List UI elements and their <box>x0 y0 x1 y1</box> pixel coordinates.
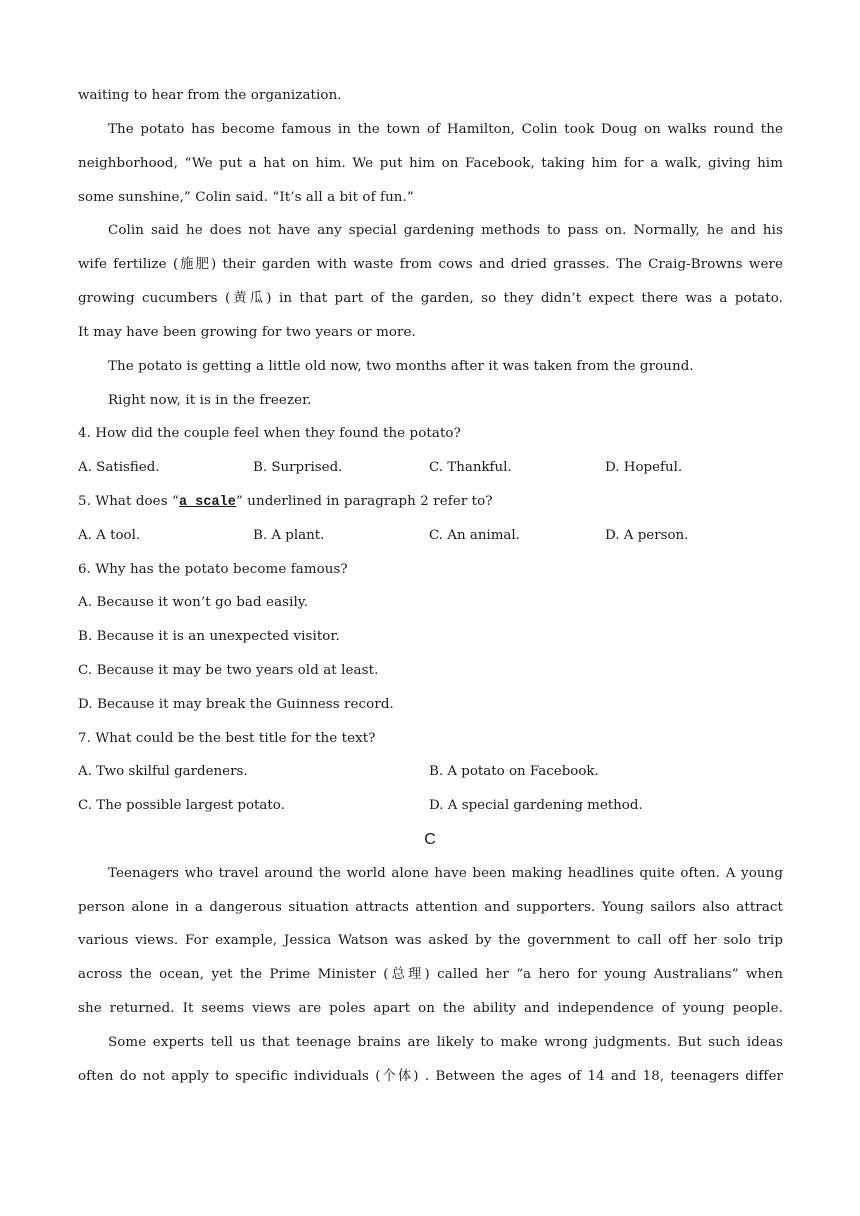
q5-stem-after: ” underlined in paragraph 2 refer to? <box>235 494 493 509</box>
q4-option-c: C. Thankful. <box>429 460 512 475</box>
passage-b-line-8: It may have been growing for two years or more. <box>78 325 416 340</box>
passage-c-line-6: Some experts tell us that teenage brains are likely to make wrong judgments. But such ideas <box>108 1035 783 1050</box>
question-5-stem <box>78 492 783 513</box>
passage-b-line-4: some sunshine,” Colin said. “It’s all a bit of fun.” <box>78 190 414 205</box>
question-4-stem: 4. How did the couple feel when they found the potato? <box>78 426 461 441</box>
q5-underlined-phrase: a scale <box>178 495 236 510</box>
passage-c-line-3: various views. For example, Jessica Watson was asked by the government to call off her solo trip <box>78 933 783 948</box>
passage-c-line-5: she returned. It seems views are poles apart on the ability and independence of young people. <box>78 1001 783 1016</box>
section-c-heading: C <box>424 831 436 848</box>
q6-option-d: D. Because it may break the Guinness record. <box>78 697 394 712</box>
q7-option-d: D. A special gardening method. <box>429 798 643 813</box>
passage-b-line-2: The potato has become famous in the town of Hamilton, Colin took Doug on walks round the <box>108 122 783 137</box>
q7-option-c: C. The possible largest potato. <box>78 798 285 813</box>
passage-b-line-1: waiting to hear from the organization. <box>78 88 342 103</box>
q5-option-c: C. An animal. <box>429 528 520 543</box>
q6-option-c: C. Because it may be two years old at least. <box>78 663 379 678</box>
q5-option-a: A. A tool. <box>78 528 141 543</box>
q4-option-a: A. Satisfied. <box>78 460 160 475</box>
q4-option-d: D. Hopeful. <box>605 460 683 475</box>
question-6-stem: 6. Why has the potato become famous? <box>78 562 348 577</box>
passage-c-line-4: across the ocean, yet the Prime Minister (总理) called her “a hero for young Australians” when <box>78 967 783 982</box>
passage-c-line-2: person alone in a dangerous situation attracts attention and supporters. Young sailors also attract <box>78 900 783 915</box>
passage-b-line-7: growing cucumbers (黄瓜) in that part of the garden, so they didn’t expect there was a potato. <box>78 291 783 306</box>
passage-b-line-5: Colin said he does not have any special gardening methods to pass on. Normally, he and his <box>108 223 783 238</box>
passage-c-line-7: often do not apply to specific individuals (个体) . Between the ages of 14 and 18, teenagers differ <box>78 1069 783 1084</box>
passage-c-line-1: Teenagers who travel around the world alone have been making headlines quite often. A young <box>108 866 783 881</box>
q5-option-d: D. A person. <box>605 528 689 543</box>
passage-b-line-3: neighborhood, “We put a hat on him. We put him on Facebook, taking him for a walk, giving him <box>78 156 783 171</box>
q5-option-b: B. A plant. <box>253 528 325 543</box>
q6-option-a: A. Because it won’t go bad easily. <box>78 595 309 610</box>
passage-b-line-9: The potato is getting a little old now, two months after it was taken from the ground. <box>108 359 694 374</box>
q5-stem-before: 5. What does “ <box>78 494 179 509</box>
q7-option-b: B. A potato on Facebook. <box>429 764 599 779</box>
question-7-stem: 7. What could be the best title for the text? <box>78 731 376 746</box>
passage-b-line-10: Right now, it is in the freezer. <box>108 393 312 408</box>
q4-option-b: B. Surprised. <box>253 460 343 475</box>
q6-option-b: B. Because it is an unexpected visitor. <box>78 629 340 644</box>
passage-b-line-6: wife fertilize (施肥) their garden with waste from cows and dried grasses. The Craig-Browns were <box>78 257 783 272</box>
q7-option-a: A. Two skilful gardeners. <box>78 764 248 779</box>
